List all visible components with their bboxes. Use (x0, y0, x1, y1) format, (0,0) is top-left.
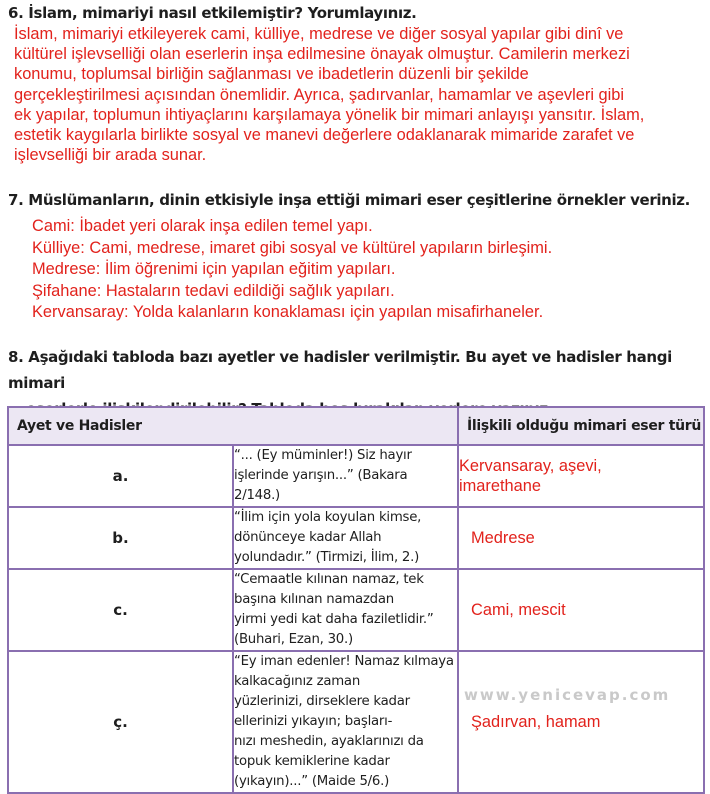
question-7-label: 7. Müslümanların, dinin etkisiyle inşa ettiği mimari eser çeşitlerine örnekler veriniz. (8, 191, 691, 209)
answer-line: konumu, toplumsal birliğin sağlanması ve ibadetlerin düzenli bir şekilde (14, 65, 529, 84)
answer-line: estetik kaygılarla birlikte sosyal ve manevi değerlere odaklanarak mimaride zarafet ve (14, 126, 635, 145)
question-7-answer (32, 216, 552, 324)
verse-line: “... (Ey müminler!) Siz hayır işlerinde yarışın...” (Bakara (234, 448, 412, 483)
answer-line: Kervansaray: Yolda kalanların konaklaması için yapılan misafirhaneler. (32, 303, 544, 321)
answer-line: Medrese (471, 529, 535, 547)
answer-line: ek yapılar, toplumun ihtiyaçlarını karşılamaya yönelik bir mimari anlayışı yansıtır. İslam, (14, 105, 645, 124)
verse-text (233, 507, 458, 569)
answer-line: Cami, mescit (471, 601, 566, 619)
table-row (8, 445, 704, 507)
table-header-row (8, 407, 704, 445)
row-letter: c. (8, 569, 233, 651)
architecture-answer (458, 569, 704, 651)
verses-table (7, 406, 705, 794)
verse-line: yirmi yedi kat daha faziletlidir.” (Buhari, Ezan, 30.) (234, 612, 434, 647)
architecture-answer (458, 507, 704, 569)
row-letter: ç. (8, 651, 233, 793)
verse-line: “İlim için yola koyulan kimse, dönünceye kadar Allah (234, 510, 422, 545)
answer-line: gerçekleştirilmesi açısından önemlidir. Ayrıca, şadırvanlar, hamamlar ve aşevleri gibi (14, 85, 625, 104)
question-8-line-1: 8. Aşağıdaki tabloda bazı ayetler ve hadisler verilmiştir. Bu ayet ve hadisler hangi mimari (8, 348, 672, 392)
table-row (8, 569, 704, 651)
header-architecture-type: İlişkili olduğu mimari eser türü (458, 407, 704, 445)
row-letter: a. (8, 445, 233, 507)
answer-line: Şifahane: Hastaların tedavi edildiği sağlık yapıları. (32, 281, 395, 300)
verse-line: nızı meshedin, ayaklarınızı da topuk kemiklerine kadar (234, 734, 424, 769)
answer-line: işlevselliği bir arada sunar. (14, 146, 207, 165)
verse-text (233, 569, 458, 651)
header-verses: Ayet ve Hadisler (8, 407, 458, 445)
verse-line: “Ey iman edenler! Namaz kılmaya kalkacağınız zaman (234, 654, 454, 689)
verse-text (233, 445, 458, 507)
answer-line: kültürel işlevselliği olan eserlerin inşa edilmesine önayak olmuştur. Camilerin merkezi (14, 45, 630, 64)
verse-line: 2/148.) (234, 488, 280, 503)
watermark: www.yenicevap.com (464, 686, 671, 704)
answer-line: Şadırvan, hamam (471, 713, 601, 731)
verse-line: yüzlerinizi, dirseklere kadar ellerinizi yıkayın; başları- (234, 694, 410, 729)
question-6-label: 6. İslam, mimariyi nasıl etkilemiştir? Yorumlayınız. (8, 4, 417, 22)
table-row (8, 507, 704, 569)
question-6-answer (14, 24, 704, 165)
answer-line: Külliye: Cami, medrese, imaret gibi sosyal ve kültürel yapıların birleşimi. (32, 238, 553, 257)
row-letter: b. (8, 507, 233, 569)
architecture-answer (458, 651, 704, 793)
answer-line: Cami: İbadet yeri olarak inşa edilen temel yapı. (32, 217, 373, 235)
architecture-answer (458, 445, 704, 507)
answer-line: imarethane (459, 477, 542, 495)
verse-line: “Cemaatle kılınan namaz, tek başına kılınan namazdan (234, 572, 424, 607)
answer-line: Kervansaray, aşevi, (459, 457, 602, 475)
answer-line: İslam, mimariyi etkileyerek cami, külliye, medrese ve diğer sosyal yapılar gibi dinî ve (14, 25, 624, 43)
verse-line: (yıkayın)...” (Maide 5/6.) (234, 774, 390, 789)
verse-line: yolundadır.” (Tirmizi, İlim, 2.) (234, 550, 420, 565)
answer-line: Medrese: İlim öğrenimi için yapılan eğitim yapıları. (32, 260, 396, 278)
table-row (8, 651, 704, 793)
verse-text (233, 651, 458, 793)
